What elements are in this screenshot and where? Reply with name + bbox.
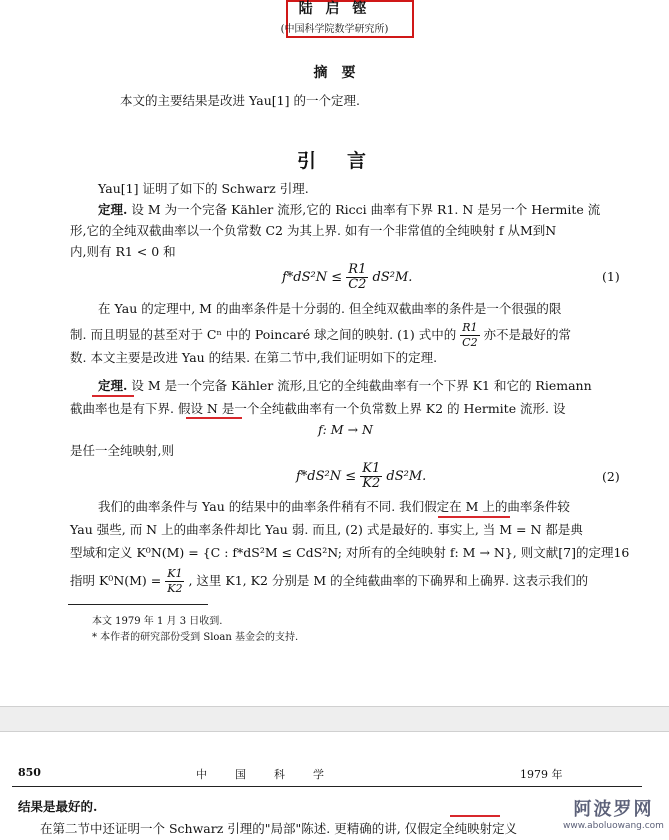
theorem-2-label: 定理.	[98, 378, 128, 393]
author-affiliation: (中国科学院数学研究所)	[280, 24, 389, 35]
journal-year: 1979 年	[520, 768, 563, 781]
theorem-2-label-underline	[92, 395, 134, 397]
equation-1-numerator: R1	[348, 262, 367, 277]
watermark-url: www.aboluowang.com	[563, 821, 664, 831]
paragraph-2-fraction	[460, 321, 479, 350]
paragraph-3-numerator: K1	[167, 567, 183, 580]
paragraph-3-line-2: Yau 强些, 而 N 上的曲率条件却比 Yau 弱. 而且, (2) 式是最好的. 事实上, 当 M = N 都是典	[70, 522, 583, 537]
intro-paragraph-1: Yau[1] 证明了如下的 Schwarz 引理.	[98, 181, 309, 196]
paragraph-3-text-b: , 这里 K1, K2 分别是 M 的全纯截曲率的下确界和上确界. 这表示我们的	[188, 573, 589, 588]
page-2-line-1: 结果是最好的.	[18, 799, 98, 814]
abstract-heading: 摘 要	[313, 65, 356, 81]
equation-1-lhs: f*dS²N ≤	[282, 270, 343, 285]
paragraph-2-line-2	[70, 321, 571, 350]
mapping-statement: f: M → N	[318, 422, 373, 437]
paragraph-3-line-1: 我们的曲率条件与 Yau 的结果中的曲率条件稍有不同. 我们假定在 M 上的曲率条件较	[98, 499, 570, 514]
paragraph-2-line-3: 数. 本文主要是改进 Yau 的结果. 在第二节中,我们证明如下的定理.	[70, 350, 438, 365]
paragraph-3-text-a: 指明 K⁰N(M) =	[70, 573, 162, 588]
page-2-line-2: 在第二节中还证明一个 Schwarz 引理的"局部"陈述. 更精确的讲, 仅假定全纯映射定义	[40, 821, 518, 836]
intro-heading: 引 言	[296, 150, 372, 172]
theorem-2-line-2: 截曲率也是有下界. 假设 N 是一个全纯截曲率有一个负常数上界 K2 的 Hermite 流形. 设	[70, 401, 566, 416]
equation-1-fraction	[346, 263, 368, 292]
page-break	[0, 706, 669, 732]
footnote-funding: * 本作者的研究部份受到 Sloan 基金会的支持.	[92, 632, 299, 643]
equation-2-numerator: K1	[362, 461, 381, 476]
theorem-1-line-3: 内,则有 R1 < 0 和	[70, 244, 176, 259]
equation-2-lhs: f*dS²N ≤	[296, 469, 357, 484]
assumption-underline	[186, 417, 242, 419]
footnote-rule	[68, 604, 208, 605]
footnote-received: 本文 1979 年 1 月 3 日收到.	[92, 616, 223, 627]
paragraph-3-denominator: K2	[167, 582, 183, 595]
equation-1-rhs: dS²M.	[372, 270, 413, 285]
paragraph-2-line-1: 在 Yau 的定理中, M 的曲率条件是十分弱的. 但全纯双截曲率的条件是一个很强的限	[98, 301, 562, 316]
paragraph-2-text-a: 制. 而且明显的甚至对于 Cⁿ 中的 Poincaré 球之间的映射. (1) 式中的	[70, 327, 457, 342]
author-name: 陆 启 铿	[298, 1, 371, 17]
equation-2-rhs: dS²M.	[386, 469, 427, 484]
theorem-1-line-1	[98, 199, 600, 221]
equation-2-fraction	[360, 462, 382, 491]
header-rule	[12, 786, 642, 787]
paragraph-2-numerator: R1	[462, 321, 478, 334]
theorem-2-text-1: 设 M 是一个完备 Kähler 流形,且它的全纯截曲率有一个下界 K1 和它的 Riemann	[131, 378, 592, 393]
equation-2	[296, 462, 426, 491]
paragraph-3-line-3: 型域和定义 K⁰N(M) = {C : f*dS²M ≤ CdS²N; 对所有的全纯映射 f: M → N}, 则文献[7]的定理16	[70, 545, 630, 560]
theorem-1-text-1: 设 M 为一个完备 Kähler 流形,它的 Ricci 曲率有下界 R1. N 是另一个 Hermite 流	[131, 202, 601, 217]
journal-name: 中 国 科 学	[196, 768, 326, 781]
page-2-underline	[450, 815, 500, 817]
assumption-2-underline	[438, 516, 510, 518]
equation-2-denominator: K2	[362, 476, 381, 491]
page-number: 850	[18, 766, 41, 779]
paragraph-3-line-4	[70, 567, 588, 596]
theorem-1-label: 定理.	[98, 202, 128, 217]
watermark-name: 阿波罗网	[573, 799, 654, 820]
equation-1-denominator: C2	[348, 277, 367, 292]
theorem-1-line-2: 形,它的全纯双截曲率以一个负常数 C2 为其上界. 如有一个非常值的全纯映射 f 从M到N	[70, 223, 557, 238]
abstract-text: 本文的主要结果是改进 Yau[1] 的一个定理.	[120, 93, 360, 108]
equation-1	[282, 263, 412, 292]
paragraph-2-text-b: 亦不是最好的常	[483, 327, 572, 342]
equation-1-number: (1)	[602, 269, 620, 284]
paragraph-2-denominator: C2	[462, 336, 478, 349]
theorem-2-line-3: 是任一全纯映射,则	[70, 443, 174, 458]
site-watermark	[558, 800, 669, 839]
theorem-2-line-1	[98, 375, 592, 397]
paragraph-3-fraction	[165, 567, 184, 596]
equation-2-number: (2)	[602, 469, 620, 484]
